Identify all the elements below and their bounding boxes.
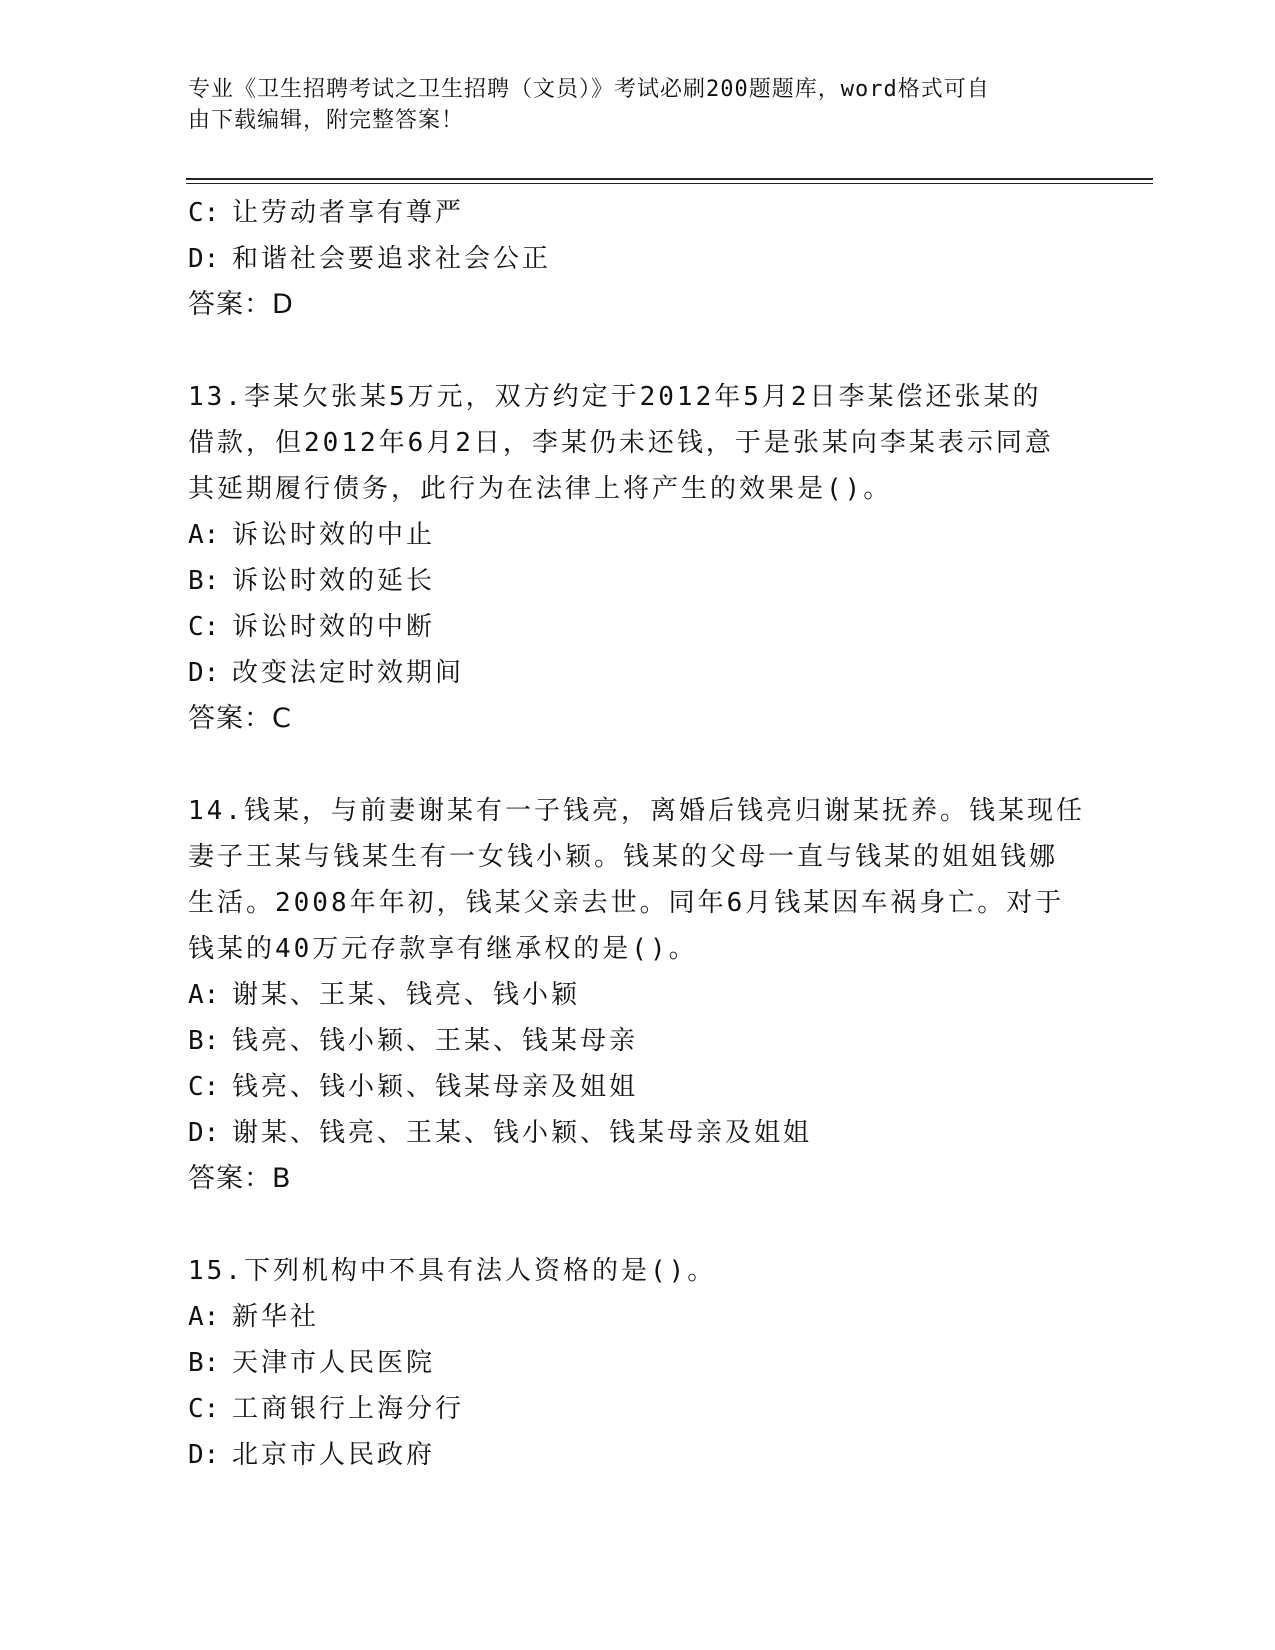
option-text: 天津市人民医院 [232,1348,436,1378]
option-d [188,1110,1088,1156]
option-text: 钱亮、钱小颖、王某、钱某母亲 [232,1026,639,1056]
answer-line: 答案：B [188,1163,292,1194]
question-13-line-1: 13.李某欠张某5万元，双方约定于2012年5月2日李某偿还张某的 [188,382,1042,412]
option-b [188,558,1088,604]
option-a [188,512,1088,558]
option-letter: B: [188,1348,220,1378]
option-text: 工商银行上海分行 [232,1394,465,1424]
option-letter: B: [188,1026,220,1056]
option-letter: C: [188,612,220,642]
answer-line: 答案：D [188,289,294,320]
option-d [188,1432,1088,1478]
answer-line: 答案：C [188,703,292,734]
question-14-line-3: 生活。2008年年初，钱某父亲去世。同年6月钱某因车祸身亡。对于 [188,888,1065,918]
header-line-2: 由下载编辑，附完整答案！ [188,108,465,133]
spacer [188,742,1088,788]
option-a [188,1294,1088,1340]
option-c [188,1064,1088,1110]
option-text: 诉讼时效的中止 [232,520,436,550]
question-14-line-2: 妻子王某与钱某生有一女钱小颖。钱某的父母一直与钱某的姐姐钱娜 [188,842,1059,872]
option-text: 谢某、王某、钱亮、钱小颖 [232,980,581,1010]
header-rule-thin [186,183,1153,184]
page-header [188,74,1088,136]
option-text: 北京市人民政府 [232,1440,436,1470]
option-text: 新华社 [232,1302,320,1332]
option-d [188,650,1088,696]
question-14-line-4: 钱某的40万元存款享有继承权的是()。 [188,934,698,964]
option-letter: B: [188,566,220,596]
option-a [188,972,1088,1018]
question-content [188,190,1088,1478]
option-b [188,1018,1088,1064]
option-letter: D: [188,1440,220,1470]
option-letter: C: [188,1072,220,1102]
question-15-line-1: 15.下列机构中不具有法人资格的是()。 [188,1256,717,1286]
option-letter: A: [188,980,220,1010]
option-c [188,1386,1088,1432]
header-line-1: 专业《卫生招聘考试之卫生招聘（文员）》考试必刷200题题库，word格式可自 [188,77,990,102]
option-letter: D: [188,1118,220,1148]
option-letter: A: [188,1302,220,1332]
spacer [188,1202,1088,1248]
option-text: 钱亮、钱小颖、钱某母亲及姐姐 [232,1072,639,1102]
header-rule-thick [186,178,1153,180]
option-text: 谢某、钱亮、王某、钱小颖、钱某母亲及姐姐 [232,1118,813,1148]
option-letter: A: [188,520,220,550]
option-b [188,1340,1088,1386]
question-14-line-1: 14.钱某，与前妻谢某有一子钱亮，离婚后钱亮归谢某抚养。钱某现任 [188,796,1085,826]
spacer [188,328,1088,374]
option-letter: C: [188,1394,220,1424]
option-letter: D: [188,658,220,688]
option-text: 让劳动者享有尊严 [232,198,465,228]
option-letter: C: [188,198,220,228]
option-c [188,190,1088,236]
option-text: 改变法定时效期间 [232,658,465,688]
option-c [188,604,1088,650]
option-text: 诉讼时效的中断 [232,612,436,642]
option-text: 诉讼时效的延长 [232,566,436,596]
question-13-line-3: 其延期履行债务，此行为在法律上将产生的效果是()。 [188,474,893,504]
option-letter: D: [188,244,220,274]
option-text: 和谐社会要追求社会公正 [232,244,552,274]
option-d [188,236,1088,282]
question-13-line-2: 借款，但2012年6月2日，李某仍未还钱，于是张某向李某表示同意 [188,428,1054,458]
